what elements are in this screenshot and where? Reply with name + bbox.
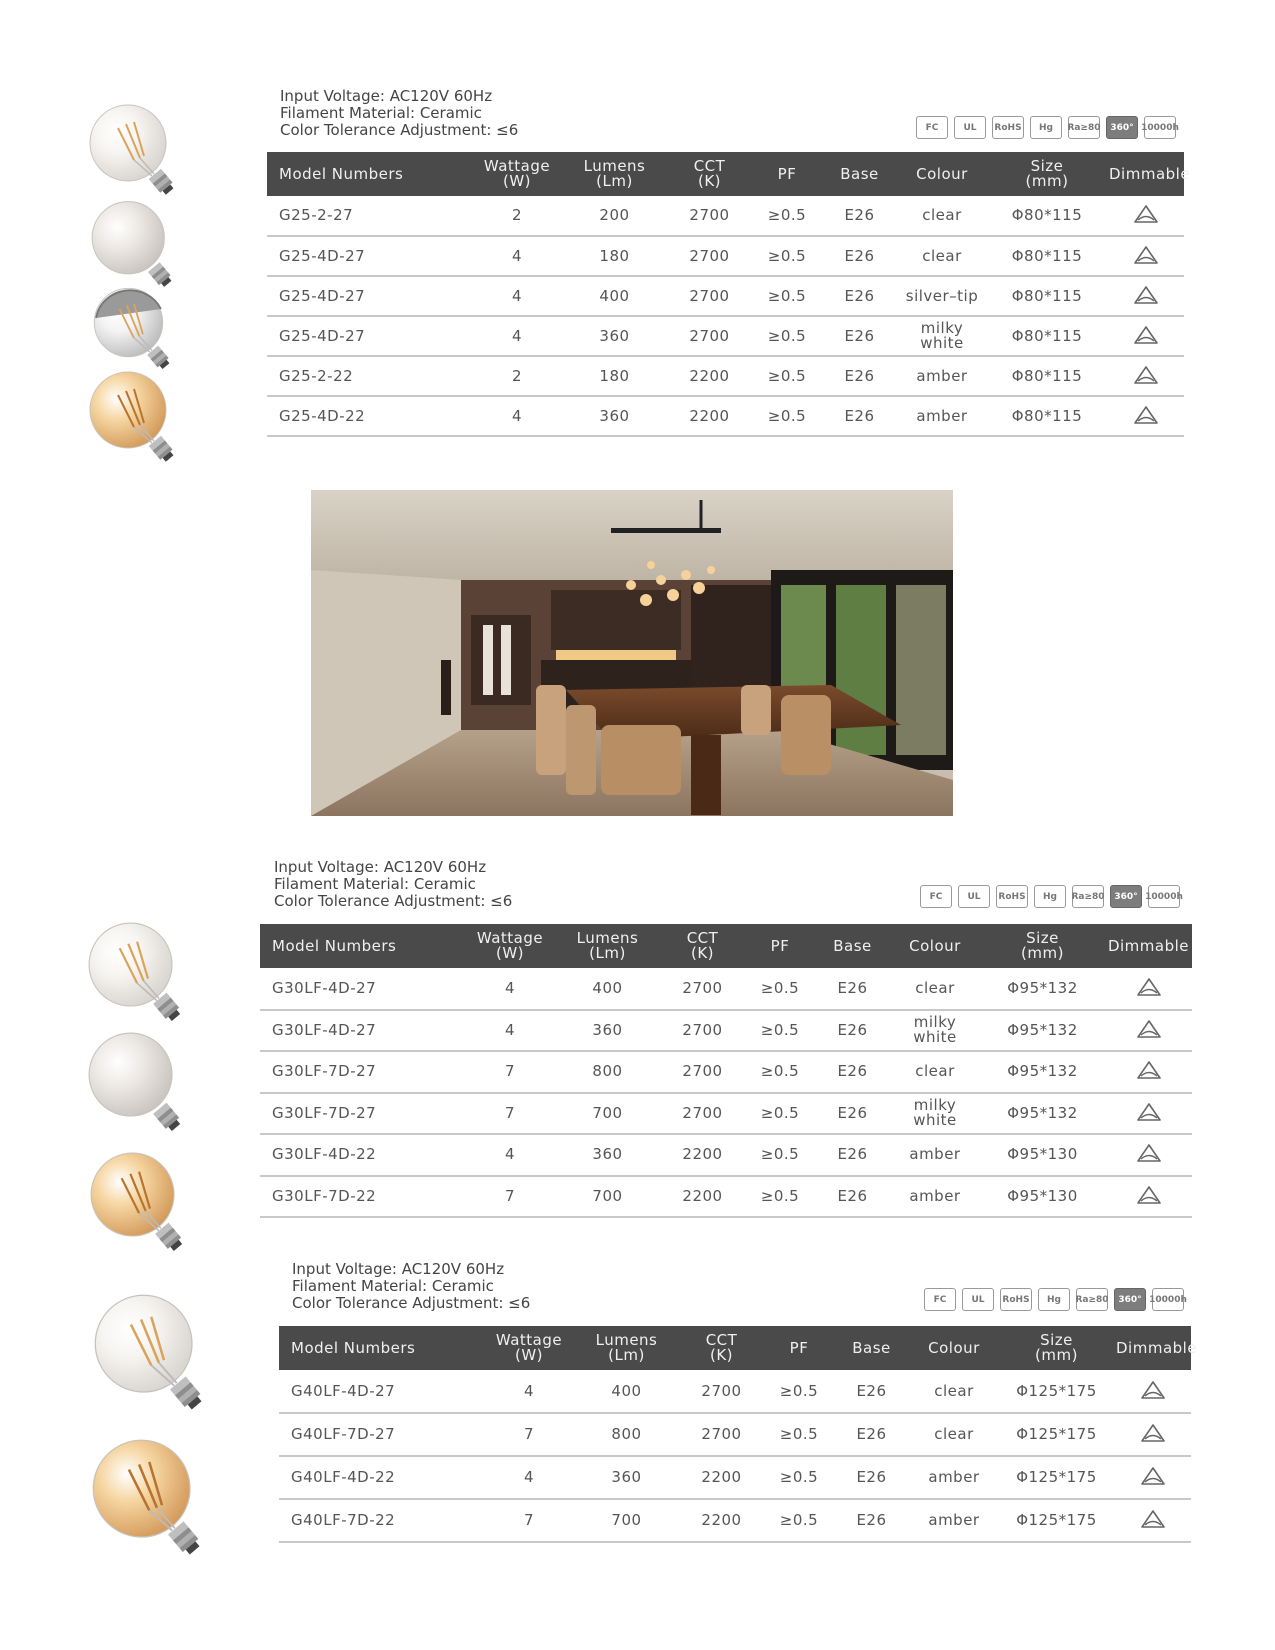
table-header-row [260, 924, 1192, 968]
table-cell: Φ80*115 [987, 276, 1107, 316]
table-cell: ≥0.5 [745, 1134, 815, 1176]
table-cell: 2200 [679, 1456, 764, 1499]
table-cell: 400 [574, 1370, 679, 1413]
table-row [260, 1093, 1192, 1135]
ul-cert-icon: UL [954, 116, 986, 139]
table-cell: Φ125*175 [999, 1370, 1114, 1413]
spec-tolerance: Color Tolerance Adjustment: ≤6 [274, 892, 513, 910]
table-cell: 2700 [667, 276, 752, 316]
table-cell [1105, 1093, 1192, 1135]
spec-filament: Filament Material: Ceramic [274, 875, 476, 893]
spec-voltage: Input Voltage: AC120V 60Hz [274, 858, 487, 876]
table-cell: clear [909, 1413, 999, 1456]
table-cell: 2700 [679, 1413, 764, 1456]
table-cell: amber [909, 1499, 999, 1542]
table-cell [1107, 396, 1184, 436]
spec-table [267, 152, 1191, 437]
ra80-cert-icon: Ra≥80 [1072, 885, 1104, 908]
table-cell: 2700 [660, 1051, 745, 1093]
ul-cert-icon: UL [958, 885, 990, 908]
beam-360-cert-icon: 360° [1114, 1288, 1146, 1311]
table-cell: ≥0.5 [752, 356, 822, 396]
table-cell: G25-2-27 [267, 196, 472, 236]
table-cell: 2700 [667, 236, 752, 276]
table-row [267, 276, 1184, 316]
table-cell: 700 [555, 1093, 660, 1135]
table-cell: ≥0.5 [752, 276, 822, 316]
table-cell [1114, 1499, 1191, 1542]
table-cell: 7 [484, 1413, 574, 1456]
table-cell: Φ125*175 [999, 1499, 1114, 1542]
table-cell: 800 [555, 1051, 660, 1093]
table-cell: 2200 [667, 356, 752, 396]
table-cell: 7 [465, 1176, 555, 1218]
table-cell: 2200 [667, 396, 752, 436]
column-header: Lumens (Lm) [562, 152, 667, 196]
table-cell: ≥0.5 [745, 1010, 815, 1052]
table-cell: 200 [562, 196, 667, 236]
table-cell: 2200 [660, 1134, 745, 1176]
table-cell: Φ80*115 [987, 196, 1107, 236]
dimmable-triangle-icon [1139, 1509, 1167, 1529]
table-row [267, 316, 1184, 356]
table-cell: 2700 [679, 1370, 764, 1413]
hg-free-cert-icon: Hg [1038, 1288, 1070, 1311]
amber-globe-bulb-icon [78, 1145, 198, 1255]
table-cell [1114, 1456, 1191, 1499]
table-cell: 2 [472, 356, 562, 396]
table-cell: E26 [834, 1499, 909, 1542]
dimmable-triangle-icon [1132, 405, 1160, 425]
fcc-cert-icon: FC [916, 116, 948, 139]
certification-badges [920, 885, 1183, 908]
spec-filament: Filament Material: Ceramic [292, 1277, 494, 1295]
column-header: Base [834, 1326, 909, 1370]
table-cell: clear [897, 196, 987, 236]
amber-globe-bulb-icon [78, 365, 188, 465]
table-cell: E26 [815, 1093, 890, 1135]
table-cell: 2 [472, 196, 562, 236]
table-cell: 400 [562, 276, 667, 316]
table-cell: ≥0.5 [745, 968, 815, 1010]
table-cell: 2700 [667, 316, 752, 356]
column-header: Colour [897, 152, 987, 196]
amber-globe-bulb-icon [78, 1430, 218, 1560]
table-cell: 7 [465, 1093, 555, 1135]
ra80-cert-icon: Ra≥80 [1068, 116, 1100, 139]
table-cell: Φ95*130 [980, 1176, 1105, 1218]
beam-360-cert-icon: 360° [1110, 885, 1142, 908]
dimmable-triangle-icon [1135, 1143, 1163, 1163]
table-cell: Φ95*132 [980, 1051, 1105, 1093]
column-header: Size (mm) [980, 924, 1105, 968]
hg-free-cert-icon: Hg [1034, 885, 1066, 908]
spec-tolerance: Color Tolerance Adjustment: ≤6 [280, 121, 519, 139]
table-cell: ≥0.5 [752, 396, 822, 436]
spec-voltage: Input Voltage: AC120V 60Hz [280, 87, 493, 105]
table-cell: ≥0.5 [764, 1413, 834, 1456]
column-header: Base [822, 152, 897, 196]
table-cell: E26 [815, 1134, 890, 1176]
table-cell [1107, 276, 1184, 316]
table-cell: 4 [484, 1370, 574, 1413]
beam-360-cert-icon: 360° [1106, 116, 1138, 139]
clear-globe-bulb-icon [76, 915, 196, 1025]
table-cell: 4 [465, 1134, 555, 1176]
dimmable-triangle-icon [1132, 365, 1160, 385]
table-cell: ≥0.5 [752, 236, 822, 276]
table-row [267, 396, 1184, 436]
table-cell: amber [897, 356, 987, 396]
table-cell: Φ80*115 [987, 236, 1107, 276]
table-cell: Φ125*175 [999, 1456, 1114, 1499]
table-cell: Φ95*132 [980, 1010, 1105, 1052]
dimmable-triangle-icon [1132, 204, 1160, 224]
table-cell: 360 [555, 1010, 660, 1052]
column-header: Dimmable [1105, 924, 1192, 968]
table-cell: milky white [890, 1010, 980, 1052]
table-cell: G30LF-4D-27 [260, 1010, 465, 1052]
clear-globe-bulb-icon [78, 98, 188, 198]
table-cell: G25-2-22 [267, 356, 472, 396]
dimmable-triangle-icon [1135, 1019, 1163, 1039]
table-cell [1105, 1051, 1192, 1093]
table-cell: milky white [890, 1093, 980, 1135]
table-cell: silver–tip [897, 276, 987, 316]
table-cell [1107, 196, 1184, 236]
table-cell: 2700 [660, 968, 745, 1010]
table-cell: G25-4D-27 [267, 316, 472, 356]
table-cell: Φ80*115 [987, 316, 1107, 356]
table-cell: 2700 [660, 1093, 745, 1135]
table-row [260, 1010, 1192, 1052]
table-cell [1114, 1413, 1191, 1456]
table-cell: 2200 [679, 1499, 764, 1542]
table-cell: G40LF-7D-22 [279, 1499, 484, 1542]
table-row [260, 1134, 1192, 1176]
table-cell: ≥0.5 [764, 1456, 834, 1499]
lifetime-cert-icon: 10000h [1148, 885, 1180, 908]
milky-globe-bulb-icon [76, 1025, 196, 1135]
rohs-cert-icon: RoHS [992, 116, 1024, 139]
table-cell [1107, 236, 1184, 276]
table-cell: Φ80*115 [987, 396, 1107, 436]
table-cell: E26 [822, 196, 897, 236]
spec-block [292, 1261, 530, 1312]
table-cell: E26 [834, 1413, 909, 1456]
spec-block [274, 859, 512, 910]
table-cell: amber [897, 396, 987, 436]
table-cell: 400 [555, 968, 660, 1010]
dimmable-triangle-icon [1135, 1060, 1163, 1080]
table-cell: Φ95*130 [980, 1134, 1105, 1176]
table-cell: G25-4D-27 [267, 276, 472, 316]
table-cell: ≥0.5 [745, 1051, 815, 1093]
table-cell: ≥0.5 [752, 196, 822, 236]
column-header: Size (mm) [999, 1326, 1114, 1370]
table-cell: ≥0.5 [764, 1370, 834, 1413]
table-row [279, 1370, 1191, 1413]
table-cell: amber [909, 1456, 999, 1499]
table-cell: 360 [574, 1456, 679, 1499]
table-cell: E26 [822, 316, 897, 356]
rohs-cert-icon: RoHS [1000, 1288, 1032, 1311]
table-row [267, 236, 1184, 276]
table-cell [1105, 1010, 1192, 1052]
spec-table [279, 1326, 1198, 1543]
spec-table [260, 924, 1192, 1218]
dimmable-triangle-icon [1135, 1102, 1163, 1122]
fcc-cert-icon: FC [924, 1288, 956, 1311]
table-cell: 2200 [660, 1176, 745, 1218]
column-header: Lumens (Lm) [574, 1326, 679, 1370]
table-cell: clear [890, 968, 980, 1010]
table-cell: 4 [465, 968, 555, 1010]
table-cell [1105, 968, 1192, 1010]
table-cell: clear [909, 1370, 999, 1413]
spec-tolerance: Color Tolerance Adjustment: ≤6 [292, 1294, 531, 1312]
lifetime-cert-icon: 10000h [1144, 116, 1176, 139]
table-cell: 4 [472, 276, 562, 316]
table-cell: 800 [574, 1413, 679, 1456]
column-header: PF [752, 152, 822, 196]
table-cell: G30LF-7D-22 [260, 1176, 465, 1218]
table-cell: 180 [562, 236, 667, 276]
table-cell: E26 [815, 968, 890, 1010]
table-cell: E26 [822, 236, 897, 276]
table-cell: E26 [815, 1010, 890, 1052]
table-row [260, 1176, 1192, 1218]
table-cell: Φ80*115 [987, 356, 1107, 396]
spec-voltage: Input Voltage: AC120V 60Hz [292, 1260, 505, 1278]
clear-globe-bulb-icon [80, 1285, 220, 1415]
spec-filament: Filament Material: Ceramic [280, 104, 482, 122]
table-cell: ≥0.5 [745, 1093, 815, 1135]
table-cell: amber [890, 1134, 980, 1176]
table-cell: clear [890, 1051, 980, 1093]
dimmable-triangle-icon [1139, 1466, 1167, 1486]
table-row [260, 968, 1192, 1010]
table-row [279, 1499, 1191, 1542]
table-cell [1105, 1134, 1192, 1176]
column-header: PF [764, 1326, 834, 1370]
column-header: Wattage (W) [465, 924, 555, 968]
table-cell: ≥0.5 [752, 316, 822, 356]
column-header: Model Numbers [279, 1326, 484, 1370]
certification-badges [916, 116, 1179, 139]
dimmable-triangle-icon [1135, 1185, 1163, 1205]
table-cell: E26 [822, 396, 897, 436]
table-cell: 4 [472, 316, 562, 356]
column-header: PF [745, 924, 815, 968]
column-header: Model Numbers [267, 152, 472, 196]
column-header: Model Numbers [260, 924, 465, 968]
table-cell: 7 [484, 1499, 574, 1542]
column-header: Dimmable [1107, 152, 1184, 196]
ra80-cert-icon: Ra≥80 [1076, 1288, 1108, 1311]
table-cell [1114, 1370, 1191, 1413]
column-header: Colour [909, 1326, 999, 1370]
column-header: Wattage (W) [472, 152, 562, 196]
lifetime-cert-icon: 10000h [1152, 1288, 1184, 1311]
table-cell: clear [897, 236, 987, 276]
spec-block [280, 88, 518, 139]
table-cell: 4 [465, 1010, 555, 1052]
table-row [260, 1051, 1192, 1093]
table-cell: Φ125*175 [999, 1413, 1114, 1456]
table-cell: E26 [822, 356, 897, 396]
table-cell: 700 [574, 1499, 679, 1542]
table-cell: milky white [897, 316, 987, 356]
silver-tip-bulb-icon [78, 282, 188, 372]
column-header: CCT (K) [667, 152, 752, 196]
table-cell: Φ95*132 [980, 968, 1105, 1010]
column-header: Size (mm) [987, 152, 1107, 196]
table-cell: G25-4D-27 [267, 236, 472, 276]
table-cell: E26 [822, 276, 897, 316]
table-cell: G30LF-4D-22 [260, 1134, 465, 1176]
dimmable-triangle-icon [1139, 1380, 1167, 1400]
table-header-row [267, 152, 1184, 196]
hg-free-cert-icon: Hg [1030, 116, 1062, 139]
table-cell: E26 [834, 1456, 909, 1499]
table-cell: 2700 [667, 196, 752, 236]
table-cell: amber [890, 1176, 980, 1218]
milky-globe-bulb-icon [78, 195, 188, 290]
table-cell: G30LF-4D-27 [260, 968, 465, 1010]
table-cell [1107, 316, 1184, 356]
table-cell: ≥0.5 [745, 1176, 815, 1218]
column-header: Dimmable [1114, 1326, 1191, 1370]
table-row [267, 356, 1184, 396]
dimmable-triangle-icon [1132, 325, 1160, 345]
dimmable-triangle-icon [1139, 1423, 1167, 1443]
ul-cert-icon: UL [962, 1288, 994, 1311]
table-cell: 4 [484, 1456, 574, 1499]
fcc-cert-icon: FC [920, 885, 952, 908]
column-header: CCT (K) [679, 1326, 764, 1370]
table-cell [1107, 356, 1184, 396]
table-cell: G40LF-4D-27 [279, 1370, 484, 1413]
dimmable-triangle-icon [1135, 977, 1163, 997]
table-cell: E26 [815, 1051, 890, 1093]
table-cell: ≥0.5 [764, 1499, 834, 1542]
table-cell [1105, 1176, 1192, 1218]
table-cell: 360 [562, 316, 667, 356]
column-header: Wattage (W) [484, 1326, 574, 1370]
table-header-row [279, 1326, 1191, 1370]
table-row [279, 1456, 1191, 1499]
certification-badges [924, 1288, 1187, 1311]
table-cell: G40LF-4D-22 [279, 1456, 484, 1499]
column-header: CCT (K) [660, 924, 745, 968]
table-cell: 360 [555, 1134, 660, 1176]
table-cell: Φ95*132 [980, 1093, 1105, 1135]
table-cell: E26 [815, 1176, 890, 1218]
table-cell: 4 [472, 236, 562, 276]
column-header: Lumens (Lm) [555, 924, 660, 968]
table-cell: E26 [834, 1370, 909, 1413]
dimmable-triangle-icon [1132, 245, 1160, 265]
column-header: Base [815, 924, 890, 968]
table-cell: G30LF-7D-27 [260, 1093, 465, 1135]
table-cell: G30LF-7D-27 [260, 1051, 465, 1093]
dimmable-triangle-icon [1132, 285, 1160, 305]
table-cell: 360 [562, 396, 667, 436]
table-cell: 7 [465, 1051, 555, 1093]
column-header: Colour [890, 924, 980, 968]
table-cell: 700 [555, 1176, 660, 1218]
table-cell: 4 [472, 396, 562, 436]
table-row [279, 1413, 1191, 1456]
table-cell: 2700 [660, 1010, 745, 1052]
table-row [267, 196, 1184, 236]
table-cell: G25-4D-22 [267, 396, 472, 436]
table-cell: G40LF-7D-27 [279, 1413, 484, 1456]
dining-room-photo [311, 490, 953, 816]
rohs-cert-icon: RoHS [996, 885, 1028, 908]
table-cell: 180 [562, 356, 667, 396]
